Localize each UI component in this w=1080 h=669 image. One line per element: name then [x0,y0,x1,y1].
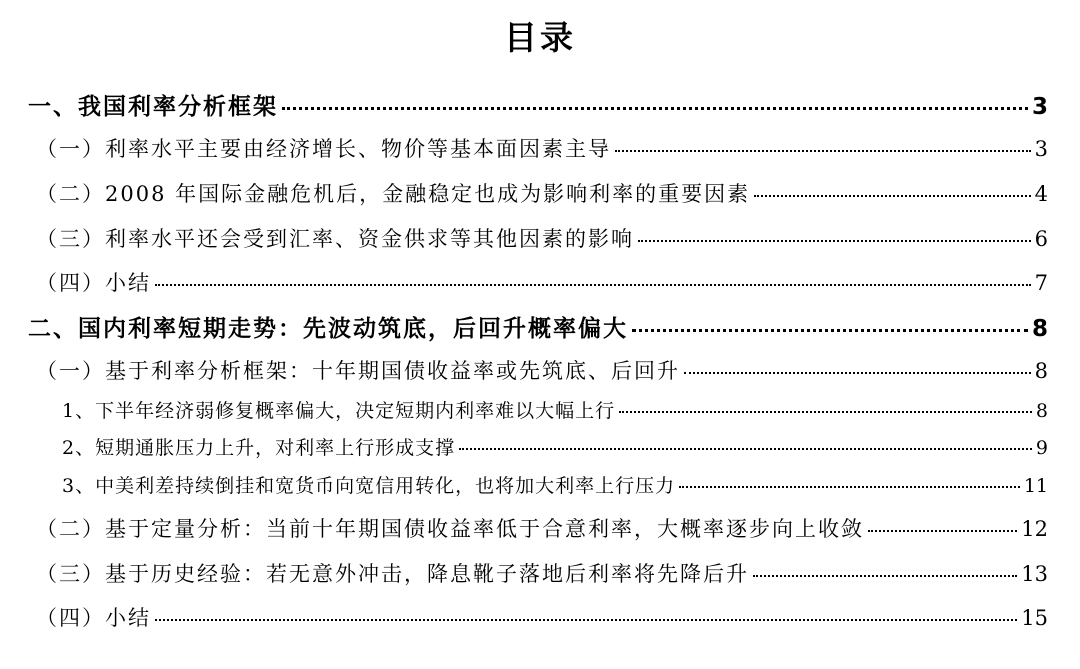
toc-entry-label: （三）基于历史经验：若无意外冲击，降息靴子落地后利率将先降后升 [36,562,749,586]
toc-entry-page: 3 [1034,137,1048,161]
toc-entry-page: 8 [1034,359,1048,383]
toc-entry-page: 13 [1021,562,1048,586]
toc-entry-label: 二、国内利率短期走势：先波动筑底，后回升概率偏大 [28,316,628,342]
dot-leader [459,448,1032,450]
dot-leader [619,411,1032,413]
toc-entry-page: 7 [1034,271,1048,295]
toc-title: 目录 [504,18,576,57]
toc-entry-page: 9 [1035,437,1048,459]
toc-entry-page: 4 [1034,182,1048,206]
dot-leader [638,240,1031,242]
toc-entry-page: 11 [1023,475,1048,497]
toc-entry-2-1-2[interactable] [62,433,1048,460]
dot-leader [868,530,1017,532]
dot-leader [155,619,1017,621]
toc-entry-1[interactable] [28,88,1048,121]
toc-entry-2-4[interactable] [36,602,1048,632]
toc-entry-page: 8 [1031,316,1048,342]
toc-entry-page: 6 [1034,227,1048,251]
toc-entry-page: 3 [1031,94,1048,120]
toc-entry-2[interactable] [28,310,1048,343]
toc-entry-2-2[interactable] [36,513,1048,543]
toc-entry-1-2[interactable] [36,178,1048,208]
toc-entry-label: （四）小结 [36,271,151,295]
toc-entry-1-1[interactable] [36,133,1048,163]
toc-entry-2-1[interactable] [36,355,1048,385]
toc-entry-page: 12 [1021,517,1048,541]
dot-leader [679,486,1020,488]
toc-entry-2-1-3[interactable] [62,471,1048,498]
dot-leader [632,329,1028,332]
toc-entry-1-3[interactable] [36,223,1048,253]
toc-entry-label: （三）利率水平还会受到汇率、资金供求等其他因素的影响 [36,227,634,251]
dot-leader [753,575,1017,577]
dot-leader [155,284,1031,286]
toc-entry-label: （二）基于定量分析：当前十年期国债收益率低于合意利率，大概率逐步向上收敛 [36,517,864,541]
toc-entry-label: 3、中美利差持续倒挂和宽货币向宽信用转化，也将加大利率上行压力 [62,475,676,497]
toc-entry-2-3[interactable] [36,558,1048,588]
toc-entry-2-1-1[interactable] [62,396,1048,423]
toc-entry-label: 1、下半年经济弱修复概率偏大，决定短期内利率难以大幅上行 [62,400,616,422]
toc-entry-label: 2、短期通胀压力上升，对利率上行形成支撑 [62,437,456,459]
dot-leader [754,195,1031,197]
toc-entry-label: （一）基于利率分析框架：十年期国债收益率或先筑底、后回升 [36,359,680,383]
toc-entry-1-4[interactable] [36,267,1048,297]
toc-entry-page: 15 [1021,606,1048,630]
dot-leader [684,372,1031,374]
dot-leader [282,107,1028,110]
toc-entry-page: 8 [1035,400,1048,422]
toc-entry-label: 一、我国利率分析框架 [28,94,278,120]
toc-entry-label: （一）利率水平主要由经济增长、物价等基本面因素主导 [36,137,611,161]
dot-leader [615,150,1031,152]
toc-entry-label: （二）2008 年国际金融危机后，金融稳定也成为影响利率的重要因素 [36,182,751,206]
toc-entry-label: （四）小结 [36,606,151,630]
